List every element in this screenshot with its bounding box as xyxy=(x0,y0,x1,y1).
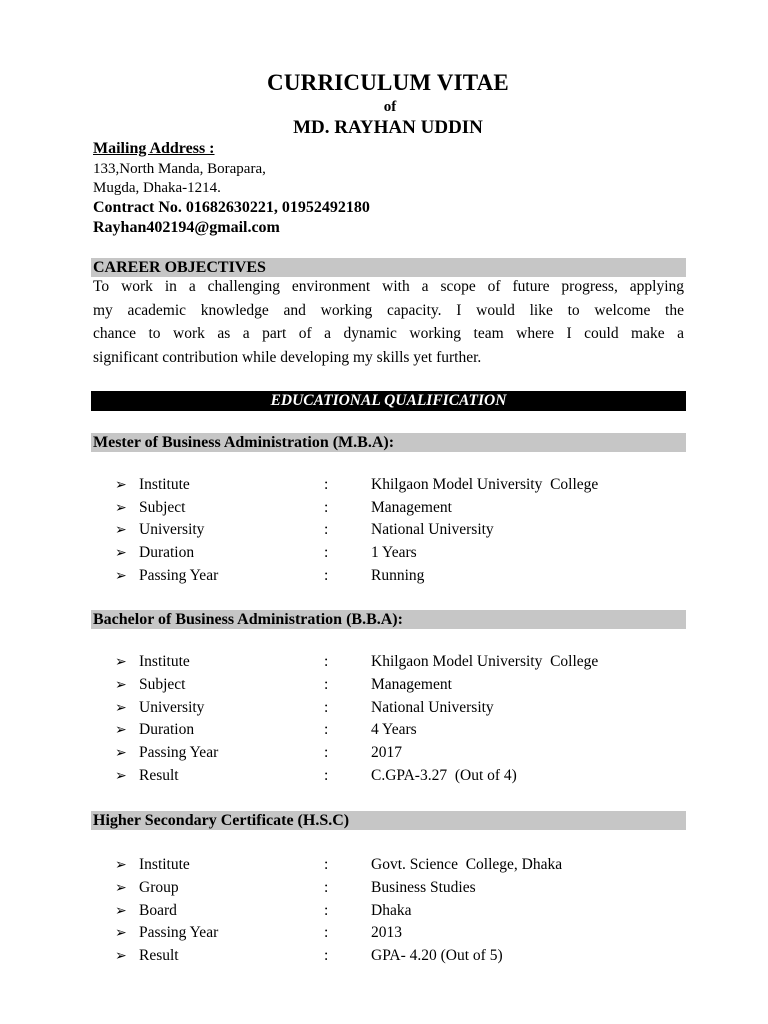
candidate-name: MD. RAYHAN UDDIN xyxy=(293,117,483,138)
career-objective-text xyxy=(93,275,684,369)
row-value: Govt. Science College, Dhaka xyxy=(371,856,563,873)
arrow-bullet-icon: ➢ xyxy=(115,654,127,670)
arrow-bullet-icon: ➢ xyxy=(115,545,127,561)
row-label: Duration xyxy=(139,721,195,738)
bba-row xyxy=(0,719,768,741)
row-label: Passing Year xyxy=(139,924,219,941)
row-value: Management xyxy=(371,676,452,693)
bba-row xyxy=(0,697,768,719)
mba-row xyxy=(0,519,768,541)
row-colon: : xyxy=(324,721,329,738)
row-colon: : xyxy=(324,879,329,896)
row-value: Dhaka xyxy=(371,902,412,919)
row-label: Result xyxy=(139,947,179,964)
hsc-row xyxy=(0,900,768,922)
arrow-bullet-icon: ➢ xyxy=(115,522,127,538)
arrow-bullet-icon: ➢ xyxy=(115,677,127,693)
bba-row xyxy=(0,651,768,673)
career-objectives-heading: CAREER OBJECTIVES xyxy=(93,259,266,276)
row-colon: : xyxy=(324,499,329,516)
bba-row xyxy=(0,742,768,764)
arrow-bullet-icon: ➢ xyxy=(115,857,127,873)
row-colon: : xyxy=(324,856,329,873)
arrow-bullet-icon: ➢ xyxy=(115,925,127,941)
row-colon: : xyxy=(324,902,329,919)
arrow-bullet-icon: ➢ xyxy=(115,880,127,896)
row-value: Running xyxy=(371,567,425,584)
arrow-bullet-icon: ➢ xyxy=(115,500,127,516)
row-value: 4 Years xyxy=(371,721,417,738)
row-value: 2013 xyxy=(371,924,402,941)
bba-row xyxy=(0,765,768,787)
arrow-bullet-icon: ➢ xyxy=(115,745,127,761)
row-label: University xyxy=(139,699,205,716)
row-colon: : xyxy=(324,767,329,784)
row-colon: : xyxy=(324,653,329,670)
row-value: C.GPA-3.27 (Out of 4) xyxy=(371,767,517,784)
row-label: Institute xyxy=(139,476,190,493)
hsc-row xyxy=(0,854,768,876)
contact-numbers: Contract No. 01682630221, 01952492180 xyxy=(93,199,370,216)
row-colon: : xyxy=(324,521,329,538)
objective-line: my academic knowledge and working capacity. I would like to welcome the xyxy=(93,301,684,319)
row-label: University xyxy=(139,521,205,538)
address-line-2: Mugda, Dhaka-1214. xyxy=(93,180,221,196)
arrow-bullet-icon: ➢ xyxy=(115,700,127,716)
arrow-bullet-icon: ➢ xyxy=(115,903,127,919)
bba-row xyxy=(0,674,768,696)
mba-heading: Mester of Business Administration (M.B.A): xyxy=(93,434,395,451)
row-colon: : xyxy=(324,544,329,561)
row-label: Passing Year xyxy=(139,744,219,761)
arrow-bullet-icon: ➢ xyxy=(115,477,127,493)
row-label: Board xyxy=(139,902,177,919)
arrow-bullet-icon: ➢ xyxy=(115,568,127,584)
document-title: CURRICULUM VITAE xyxy=(267,70,509,95)
objective-line: significant contribution while developing my skills yet further. xyxy=(93,348,482,366)
mba-row xyxy=(0,497,768,519)
row-colon: : xyxy=(324,744,329,761)
row-label: Subject xyxy=(139,499,186,516)
mba-row xyxy=(0,542,768,564)
hsc-heading-bar xyxy=(91,811,686,830)
row-value: Management xyxy=(371,499,452,516)
row-label: Result xyxy=(139,767,179,784)
row-label: Institute xyxy=(139,653,190,670)
row-colon: : xyxy=(324,476,329,493)
row-value: Khilgaon Model University College xyxy=(371,476,599,493)
education-heading-bar xyxy=(91,391,686,411)
title-of: of xyxy=(383,99,397,115)
row-value: 2017 xyxy=(371,744,402,761)
mailing-address-label: Mailing Address : xyxy=(93,140,215,157)
row-colon: : xyxy=(324,567,329,584)
hsc-row xyxy=(0,877,768,899)
row-value: National University xyxy=(371,699,494,716)
row-colon: : xyxy=(324,699,329,716)
email-address: Rayhan402194@gmail.com xyxy=(93,219,280,236)
row-label: Group xyxy=(139,879,179,896)
objective-line: To work in a challenging environment with a scope of future progress, applying xyxy=(93,278,684,295)
hsc-row xyxy=(0,922,768,944)
row-value: Khilgaon Model University College xyxy=(371,653,599,670)
mba-row xyxy=(0,565,768,587)
row-value: National University xyxy=(371,521,494,538)
row-value: 1 Years xyxy=(371,544,417,561)
address-line-1: 133,North Manda, Borapara, xyxy=(93,161,266,177)
row-colon: : xyxy=(324,676,329,693)
row-label: Passing Year xyxy=(139,567,219,584)
row-value: GPA- 4.20 (Out of 5) xyxy=(371,947,503,964)
objective-line: chance to work as a part of a dynamic working team where I could make a xyxy=(93,325,684,342)
hsc-heading: Higher Secondary Certificate (H.S.C) xyxy=(93,812,350,829)
row-colon: : xyxy=(324,924,329,941)
mba-row xyxy=(0,474,768,496)
arrow-bullet-icon: ➢ xyxy=(115,768,127,784)
hsc-row xyxy=(0,945,768,967)
bba-heading: Bachelor of Business Administration (B.B.A): xyxy=(93,611,403,628)
row-value: Business Studies xyxy=(371,879,476,896)
row-label: Duration xyxy=(139,544,195,561)
arrow-bullet-icon: ➢ xyxy=(115,948,127,964)
row-colon: : xyxy=(324,947,329,964)
row-label: Subject xyxy=(139,676,186,693)
education-heading: EDUCATIONAL QUALIFICATION xyxy=(270,392,507,409)
arrow-bullet-icon: ➢ xyxy=(115,722,127,738)
mba-heading-bar xyxy=(91,433,686,452)
row-label: Institute xyxy=(139,856,190,873)
bba-heading-bar xyxy=(91,610,686,629)
